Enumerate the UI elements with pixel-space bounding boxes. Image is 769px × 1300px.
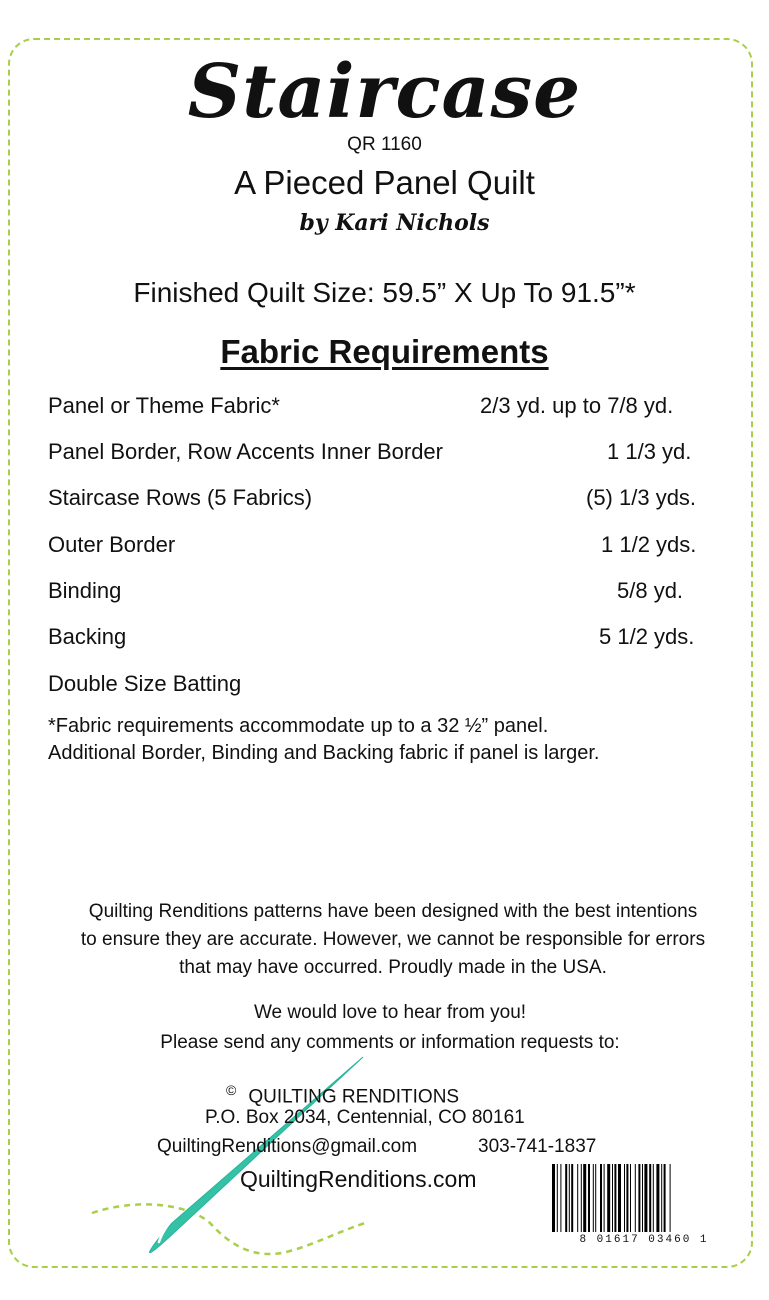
requirement-row: [48, 622, 728, 652]
pattern-subtitle: A Pieced Panel Quilt: [234, 164, 535, 201]
fabric-requirements-heading: Fabric Requirements: [220, 333, 549, 370]
barcode-bar: [560, 1164, 561, 1232]
requirement-row: [48, 669, 728, 699]
requirement-amount: (5) 1/3 yds.: [586, 485, 697, 510]
barcode-bar: [618, 1164, 621, 1232]
barcode-bar: [569, 1164, 570, 1232]
disclaimer: [28, 898, 758, 982]
barcode-bar: [552, 1164, 555, 1232]
phone: 303-741-1837: [478, 1136, 597, 1157]
requirement-item: Panel Border, Row Accents Inner Border: [48, 439, 443, 464]
barcode-bar: [583, 1164, 586, 1232]
barcode-bar: [624, 1164, 625, 1232]
website-link[interactable]: QuiltingRenditions.com: [240, 1166, 477, 1192]
barcode-bar: [593, 1164, 594, 1232]
barcode-bar: [577, 1164, 578, 1232]
barcode-bar: [614, 1164, 616, 1232]
disclaimer-line: that may have occurred. Proudly made in the USA.: [179, 957, 607, 978]
barcode-bar: [565, 1164, 567, 1232]
pattern-code: QR 1160: [347, 134, 422, 155]
requirement-row: [48, 437, 728, 467]
barcode-bar: [664, 1164, 666, 1232]
fabric-note-line: *Fabric requirements accommodate up to a 32 ½” panel.: [48, 715, 549, 737]
copyright-symbol: ©: [226, 1082, 237, 1098]
fabric-note-line: Additional Border, Binding and Backing fabric if panel is larger.: [48, 742, 600, 764]
barcode-bar: [626, 1164, 628, 1232]
barcode-bar: [644, 1164, 647, 1232]
requirement-amount: 2/3 yd. up to 7/8 yd.: [480, 393, 674, 418]
barcode-bar: [612, 1164, 613, 1232]
requirement-amount: 5/8 yd.: [617, 578, 684, 603]
contact-line: We would love to hear from you!: [253, 1002, 527, 1023]
pattern-author: by Kari Nichols: [299, 210, 490, 236]
barcode-bar: [630, 1164, 631, 1232]
requirement-row: [48, 483, 728, 513]
barcode-bar: [638, 1164, 640, 1232]
barcode-bar: [642, 1164, 643, 1232]
barcode-bar: [607, 1164, 610, 1232]
pattern-title: Staircase: [187, 49, 582, 135]
fabric-note: [48, 713, 748, 767]
requirement-row: [48, 576, 728, 606]
barcode-bar: [656, 1164, 659, 1232]
barcode-bar: [670, 1164, 671, 1232]
barcode-bar: [588, 1164, 590, 1232]
contact-intro: [30, 998, 750, 1058]
finished-size: Finished Quilt Size: 59.5” X Up To 91.5”*: [133, 277, 636, 308]
barcode-bar: [571, 1164, 573, 1232]
barcode-bar: [604, 1164, 605, 1232]
disclaimer-line: Quilting Renditions patterns have been designed with the best intentions: [88, 901, 698, 922]
barcode-bar: [635, 1164, 636, 1232]
requirement-amount: 1 1/3 yd.: [607, 439, 692, 464]
requirement-item: Double Size Batting: [48, 671, 242, 696]
barcode-bar: [595, 1164, 596, 1232]
disclaimer-line: to ensure they are accurate. However, we cannot be responsible for errors: [80, 929, 706, 950]
requirement-item: Panel or Theme Fabric*: [48, 393, 280, 418]
barcode-bar: [557, 1164, 558, 1232]
thread-line: [92, 1204, 365, 1254]
barcode-bar: [600, 1164, 602, 1232]
company-name: QUILTING RENDITIONS: [248, 1086, 460, 1108]
barcode: [546, 1162, 742, 1256]
barcode-bar: [581, 1164, 582, 1232]
barcode-digits: 8 01617 03460 1: [579, 1234, 709, 1246]
address: P.O. Box 2034, Centennial, CO 80161: [205, 1107, 525, 1128]
barcode-bar: [661, 1164, 662, 1232]
barcode-bar: [649, 1164, 651, 1232]
requirement-row: [48, 530, 728, 560]
requirement-item: Backing: [48, 624, 127, 649]
requirement-item: Binding: [48, 578, 122, 603]
email: QuiltingRenditions@gmail.com: [157, 1136, 418, 1157]
requirement-amount: 5 1/2 yds.: [599, 624, 695, 649]
requirement-row: [48, 391, 728, 421]
contact-line: Please send any comments or information requests to:: [160, 1032, 620, 1053]
requirement-item: Staircase Rows (5 Fabrics): [48, 485, 313, 510]
barcode-bar: [653, 1164, 654, 1232]
barcode-bars: [546, 1162, 742, 1234]
requirement-item: Outer Border: [48, 532, 176, 557]
requirement-amount: 1 1/2 yds.: [601, 532, 697, 557]
